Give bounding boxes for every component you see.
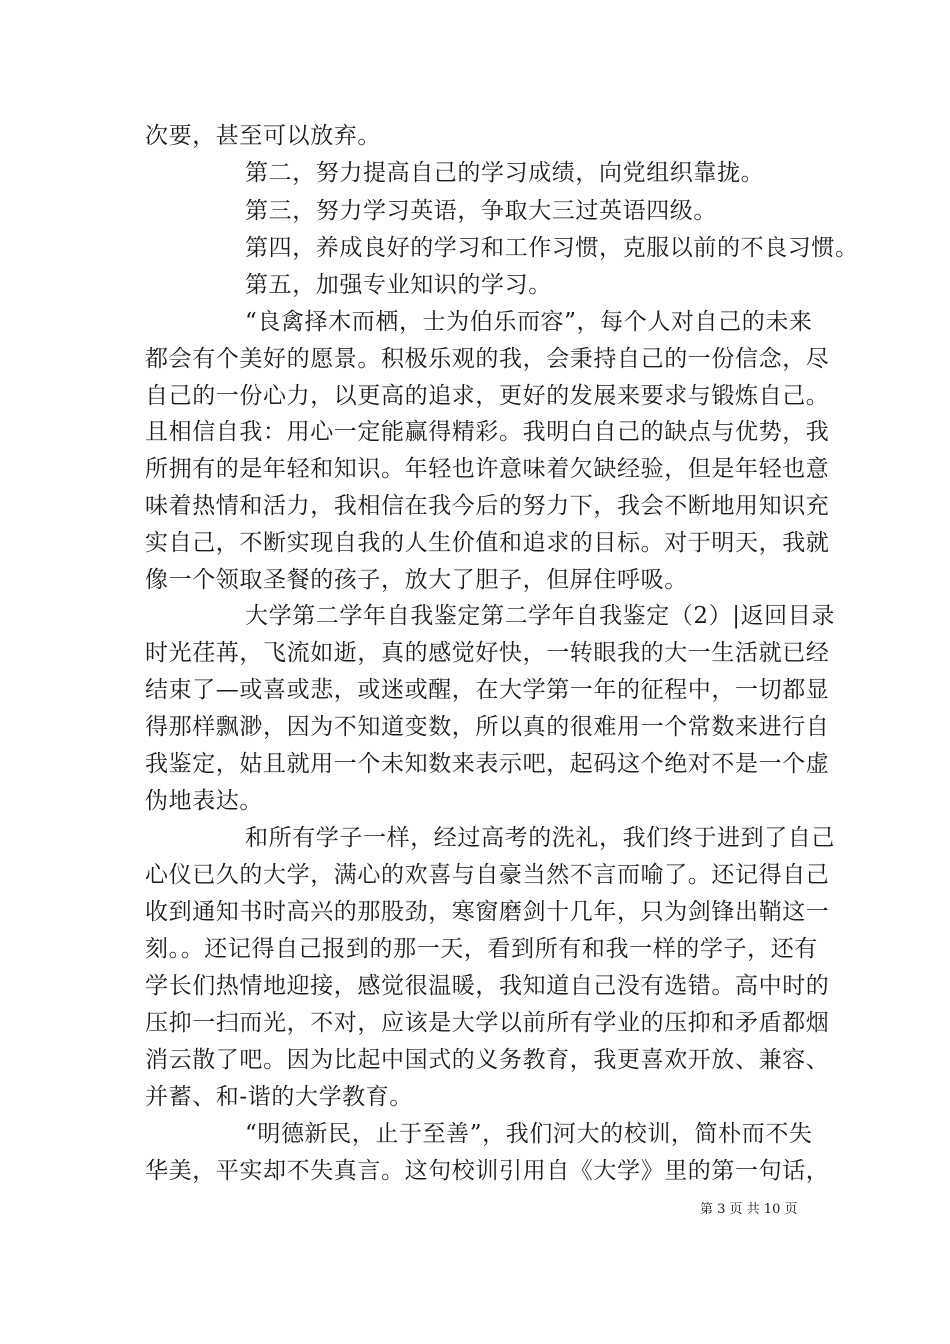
page-number-footer: 第 3 页 共 10 页 — [700, 1202, 798, 1217]
text-line: 且相信自我：用心一定能赢得精彩。我明白自己的缺点与优势，我 — [145, 419, 830, 445]
text-line: 第四，养成良好的学习和工作习惯，克服以前的不良习惯。 — [245, 235, 859, 261]
section-heading: 大学第二学年自我鉴定第二学年自我鉴定（2）|返回目录 — [245, 603, 835, 629]
text-line: 并蓄、和-谐的大学教育。 — [145, 1084, 413, 1110]
text-line: 伪地表达。 — [145, 788, 263, 814]
text-line: 华美，平实却不失真言。这句校训引用自《大学》里的第一句话， — [145, 1158, 830, 1184]
text-line: 心仪已久的大学，满心的欢喜与自豪当然不言而喻了。还记得自己 — [145, 862, 830, 888]
text-line: 自己的一份心力，以更高的追求，更好的发展来要求与锻炼自己。 — [145, 383, 830, 409]
text-line: 消云散了吧。因为比起中国式的义务教育，我更喜欢开放、兼容、 — [145, 1047, 830, 1073]
text-line: 第二，努力提高自己的学习成绩，向党组织靠拢。 — [245, 160, 765, 186]
text-line: “明德新民，止于至善”，我们河大的校训，简朴而不失 — [245, 1121, 813, 1147]
text-line: 第三，努力学习英语，争取大三过英语四级。 — [245, 198, 717, 224]
text-line: 味着热情和活力，我相信在我今后的努力下，我会不断地用知识充 — [145, 493, 830, 519]
text-line: 次要，甚至可以放弃。 — [145, 123, 381, 149]
text-line: 和所有学子一样，经过高考的洗礼，我们终于进到了自己 — [245, 825, 835, 851]
text-line: 时光荏苒，飞流如逝，真的感觉好快，一转眼我的大一生活就已经 — [145, 640, 830, 666]
text-line: 像一个领取圣餐的孩子，放大了胆子，但屏住呼吸。 — [145, 567, 688, 593]
text-line: 学长们热情地迎接，感觉很温暖，我知道自己没有选错。高中时的 — [145, 973, 830, 999]
text-line: 第五，加强专业知识的学习。 — [245, 272, 552, 298]
text-line: “良禽择木而栖，士为伯乐而容”，每个人对自己的未来 — [245, 309, 813, 335]
text-line: 结束了—或喜或悲，或迷或醒，在大学第一年的征程中，一切都显 — [145, 677, 830, 703]
text-line: 收到通知书时高兴的那股劲，寒窗磨剑十几年，只为剑锋出鞘这一 — [145, 899, 830, 925]
text-line: 得那样飘渺，因为不知道变数，所以真的很难用一个常数来进行自 — [145, 714, 830, 740]
text-line: 我鉴定，姑且就用一个未知数来表示吧，起码这个绝对不是一个虚 — [145, 751, 830, 777]
text-line: 刻。。还记得自己报到的那一天，看到所有和我一样的学子，还有 — [145, 936, 818, 962]
text-line: 所拥有的是年轻和知识。年轻也许意味着欠缺经验，但是年轻也意 — [145, 456, 830, 482]
text-line: 压抑一扫而光，不对，应该是大学以前所有学业的压抑和矛盾都烟 — [145, 1010, 830, 1036]
text-line: 实自己，不断实现自我的人生价值和追求的目标。对于明天，我就 — [145, 530, 830, 556]
text-line: 都会有个美好的愿景。积极乐观的我，会秉持自己的一份信念，尽 — [145, 346, 830, 372]
